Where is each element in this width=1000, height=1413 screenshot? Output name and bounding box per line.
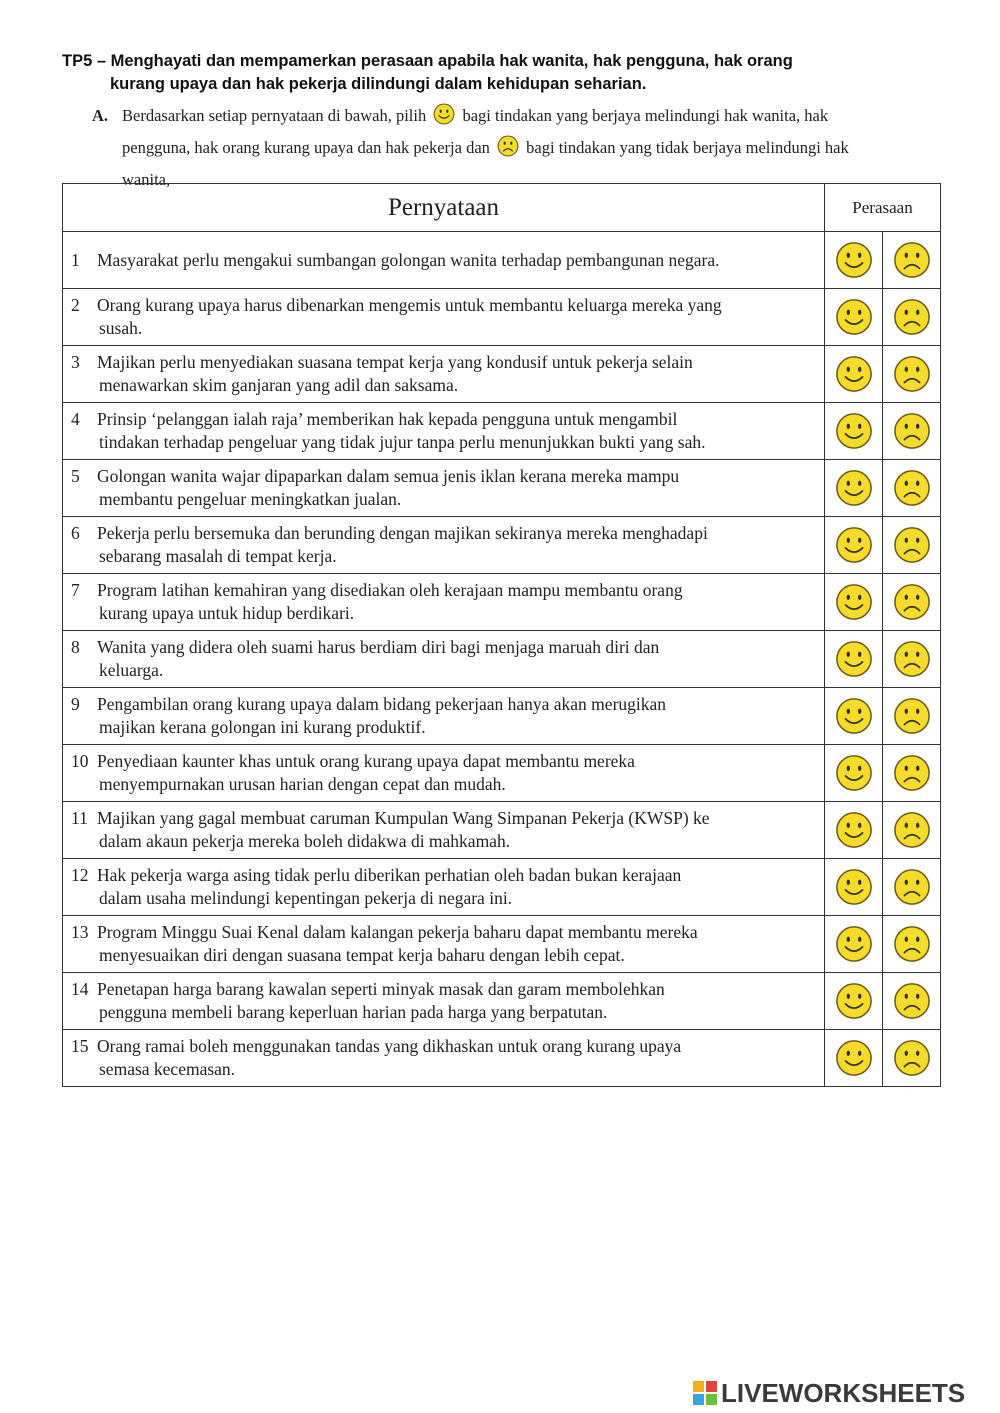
happy-face-icon: [835, 697, 873, 735]
statement-line-2: menawarkan skim ganjaran yang adil dan saksama.: [99, 375, 459, 395]
happy-face-icon: [835, 526, 873, 564]
sad-choice[interactable]: [883, 916, 941, 973]
logo-mark-icon: [693, 1381, 717, 1405]
statement-cell: [63, 916, 825, 973]
statement-cell: [63, 973, 825, 1030]
statement-cell: [63, 517, 825, 574]
sad-choice[interactable]: [883, 346, 941, 403]
instruction: [92, 102, 937, 194]
sad-choice[interactable]: [883, 460, 941, 517]
statement-line-2: sebarang masalah di tempat kerja.: [99, 546, 337, 566]
statement-table: [62, 183, 941, 1087]
sad-choice[interactable]: [883, 232, 941, 289]
table-row-6: [63, 517, 941, 574]
statement-line-1: Wanita yang didera oleh suami harus berdiam diri bagi menjaga maruah diri dan: [97, 637, 660, 657]
statement-number: 9: [71, 694, 80, 714]
happy-face-icon: [835, 241, 873, 279]
statement-line-1: Prinsip ‘pelanggan ialah raja’ memberikan hak kepada pengguna untuk mengambil: [97, 409, 678, 429]
happy-face-icon: [835, 412, 873, 450]
happy-choice[interactable]: [825, 631, 883, 688]
happy-face-icon: [835, 1039, 873, 1077]
sad-face-icon: [893, 868, 931, 906]
statement-number: 7: [71, 580, 80, 600]
statement-cell: [63, 403, 825, 460]
sad-face-icon: [893, 526, 931, 564]
sad-face-icon: [893, 469, 931, 507]
happy-choice[interactable]: [825, 289, 883, 346]
sad-choice[interactable]: [883, 631, 941, 688]
instruction-part-3: pengguna, hak orang kurang upaya dan hak pekerja dan: [122, 138, 490, 157]
happy-choice[interactable]: [825, 346, 883, 403]
statement-number: 6: [71, 523, 80, 543]
statement-number: 13: [71, 922, 89, 942]
sad-face-icon: [893, 697, 931, 735]
sad-face-icon: [497, 135, 519, 166]
statement-line-1: Golongan wanita wajar dipaparkan dalam semua jenis iklan kerana mereka mampu: [97, 466, 680, 486]
statement-cell: [63, 1030, 825, 1087]
worksheet-title: [62, 50, 942, 96]
statement-cell: [63, 460, 825, 517]
happy-choice[interactable]: [825, 574, 883, 631]
happy-choice[interactable]: [825, 517, 883, 574]
statement-line-2: semasa kecemasan.: [99, 1059, 236, 1079]
happy-choice[interactable]: [825, 973, 883, 1030]
statement-line-1: Hak pekerja warga asing tidak perlu diberikan perhatian oleh badan bukan kerajaan: [97, 865, 682, 885]
statement-number: 5: [71, 466, 80, 486]
happy-face-icon: [835, 640, 873, 678]
statement-line-2: pengguna membeli barang keperluan harian pada harga yang berpatutan.: [99, 1002, 608, 1022]
table-row-4: [63, 403, 941, 460]
statement-cell: [63, 574, 825, 631]
statement-number: 14: [71, 979, 89, 999]
table-row-5: [63, 460, 941, 517]
sad-face-icon: [893, 583, 931, 621]
table-row-14: [63, 973, 941, 1030]
statement-line-2: susah.: [99, 318, 143, 338]
statement-line-1: Masyarakat perlu mengakui sumbangan golongan wanita terhadap pembangunan negara.: [97, 249, 720, 270]
statement-line-1: Orang ramai boleh menggunakan tandas yang dikhaskan untuk orang kurang upaya: [97, 1036, 682, 1056]
statement-cell: [63, 745, 825, 802]
statement-line-2: kurang upaya untuk hidup berdikari.: [99, 603, 355, 623]
statement-line-2: majikan kerana golongan ini kurang produktif.: [99, 717, 426, 737]
happy-face-icon: [835, 583, 873, 621]
statement-cell: [63, 688, 825, 745]
table-row-10: [63, 745, 941, 802]
table-row-2: [63, 289, 941, 346]
sad-choice[interactable]: [883, 289, 941, 346]
statement-cell: [63, 346, 825, 403]
statement-line-1: Majikan perlu menyediakan suasana tempat kerja yang kondusif untuk pekerja selain: [97, 352, 693, 372]
sad-choice[interactable]: [883, 973, 941, 1030]
table-row-3: [63, 346, 941, 403]
sad-choice[interactable]: [883, 574, 941, 631]
statement-number: 8: [71, 637, 80, 657]
happy-choice[interactable]: [825, 859, 883, 916]
statement-line-1: Pekerja perlu bersemuka dan berunding dengan majikan sekiranya mereka menghadapi: [97, 523, 708, 543]
happy-choice[interactable]: [825, 1030, 883, 1087]
statement-number: 15: [71, 1036, 89, 1056]
happy-choice[interactable]: [825, 916, 883, 973]
statement-line-2: menyempurnakan urusan harian dengan cepat dan mudah.: [99, 774, 506, 794]
happy-choice[interactable]: [825, 232, 883, 289]
statement-line-1: Majikan yang gagal membuat caruman Kumpulan Wang Simpanan Pekerja (KWSP) ke: [97, 808, 710, 828]
statement-number: 2: [71, 295, 80, 315]
table-row-8: [63, 631, 941, 688]
sad-face-icon: [893, 811, 931, 849]
sad-face-icon: [893, 754, 931, 792]
statement-line-1: Program latihan kemahiran yang disediakan oleh kerajaan mampu membantu orang: [97, 580, 683, 600]
statement-line-1: Program Minggu Suai Kenal dalam kalangan pekerja baharu dapat membantu mereka: [97, 922, 698, 942]
happy-choice[interactable]: [825, 802, 883, 859]
sad-face-icon: [893, 925, 931, 963]
happy-face-icon: [433, 103, 455, 134]
happy-face-icon: [835, 469, 873, 507]
happy-choice[interactable]: [825, 688, 883, 745]
happy-choice[interactable]: [825, 460, 883, 517]
instruction-part-5: wanita,: [122, 170, 171, 189]
sad-choice[interactable]: [883, 688, 941, 745]
sad-face-icon: [893, 412, 931, 450]
statement-cell: [63, 232, 825, 289]
statement-line-1: Pengambilan orang kurang upaya dalam bidang pekerjaan hanya akan merugikan: [97, 694, 667, 714]
happy-face-icon: [835, 298, 873, 336]
sad-face-icon: [893, 982, 931, 1020]
sad-face-icon: [893, 355, 931, 393]
sad-choice[interactable]: [883, 1030, 941, 1087]
sad-choice[interactable]: [883, 403, 941, 460]
happy-face-icon: [835, 982, 873, 1020]
statement-cell: [63, 631, 825, 688]
table-row-1: [63, 232, 941, 289]
sad-choice[interactable]: [883, 745, 941, 802]
statement-line-1: Orang kurang upaya harus dibenarkan mengemis untuk membantu keluarga mereka yang: [97, 295, 722, 315]
sad-face-icon: [893, 241, 931, 279]
sad-face-icon: [893, 298, 931, 336]
statement-line-2: menyesuaikan diri dengan suasana tempat kerja baharu dengan lebih cepat.: [99, 945, 625, 965]
statement-line-2: dalam akaun pekerja mereka boleh didakwa di mahkamah.: [99, 831, 511, 851]
header-feeling: Perasaan: [825, 184, 941, 232]
statement-line-2: tindakan terhadap pengeluar yang tidak jujur tanpa perlu menunjukkan bukti yang sah.: [99, 432, 706, 452]
table-row-11: [63, 802, 941, 859]
statement-number: 1: [71, 249, 80, 270]
sad-face-icon: [893, 640, 931, 678]
statement-number: 12: [71, 865, 89, 885]
instruction-label: A.: [92, 106, 109, 125]
title-line-2: kurang upaya dan hak pekerja dilindungi dalam kehidupan seharian.: [110, 75, 647, 93]
table-row-7: [63, 574, 941, 631]
statement-cell: [63, 289, 825, 346]
happy-face-icon: [835, 355, 873, 393]
statement-line-1: Penyediaan kaunter khas untuk orang kurang upaya dapat membantu mereka: [97, 751, 635, 771]
sad-choice[interactable]: [883, 859, 941, 916]
table-row-12: [63, 859, 941, 916]
table-row-9: [63, 688, 941, 745]
sad-face-icon: [893, 1039, 931, 1077]
title-line-1: TP5 – Menghayati dan mempamerkan perasaan apabila hak wanita, hak pengguna, hak orang: [62, 52, 793, 70]
instruction-part-2: bagi tindakan yang berjaya melindungi hak wanita, hak: [462, 106, 829, 125]
happy-face-icon: [835, 925, 873, 963]
statement-number: 10: [71, 751, 89, 771]
statement-line-2: dalam usaha melindungi kepentingan pekerja di negara ini.: [99, 888, 513, 908]
table-header-row: [63, 184, 941, 232]
instruction-part-4: bagi tindakan yang tidak berjaya melindungi hak: [526, 138, 849, 157]
table-row-13: [63, 916, 941, 973]
statement-cell: [63, 859, 825, 916]
happy-face-icon: [835, 811, 873, 849]
statement-number: 3: [71, 352, 80, 372]
brand-name: LIVEWORKSHEETS: [721, 1377, 966, 1408]
happy-choice[interactable]: [825, 745, 883, 802]
statement-number: 11: [71, 808, 88, 828]
statement-number: 4: [71, 409, 80, 429]
liveworksheets-logo: [693, 1378, 965, 1408]
sad-choice[interactable]: [883, 517, 941, 574]
statement-line-1: Penetapan harga barang kawalan seperti minyak masak dan garam membolehkan: [97, 979, 665, 999]
statement-line-2: keluarga.: [99, 660, 164, 680]
statement-cell: [63, 802, 825, 859]
statement-line-2: membantu pengeluar meningkatkan jualan.: [99, 489, 402, 509]
happy-face-icon: [835, 754, 873, 792]
table-row-15: [63, 1030, 941, 1087]
sad-choice[interactable]: [883, 802, 941, 859]
happy-face-icon: [835, 868, 873, 906]
happy-choice[interactable]: [825, 403, 883, 460]
instruction-part-1: Berdasarkan setiap pernyataan di bawah, pilih: [122, 106, 427, 125]
header-statement: Pernyataan: [63, 184, 825, 232]
